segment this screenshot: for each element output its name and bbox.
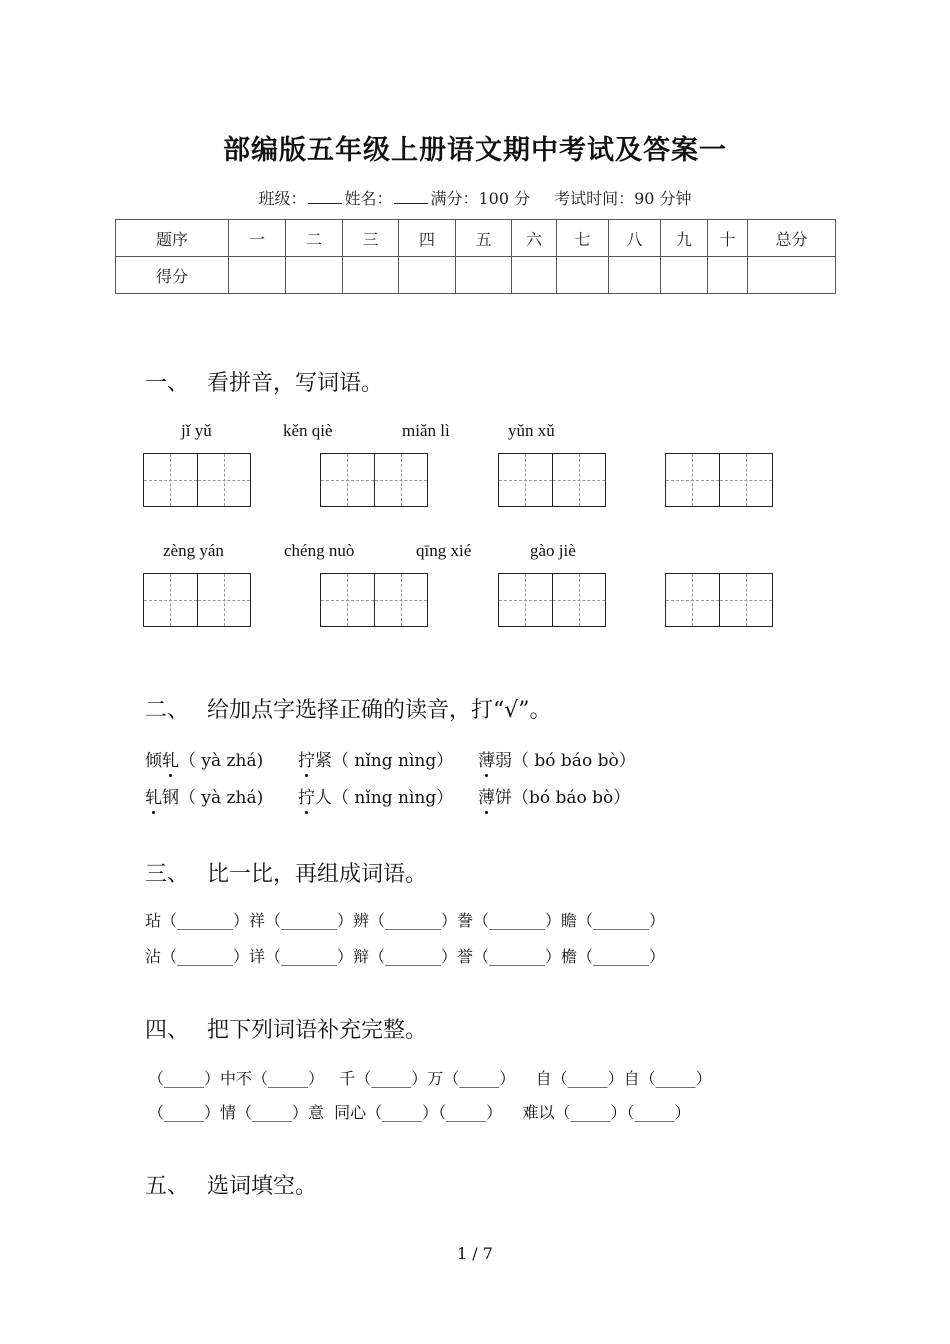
class-label: 班级： [258,189,307,208]
table-header-cell: 一 [229,220,286,257]
section-title: 把下列词语补充完整。 [207,1018,428,1043]
pinyin-label: gào jiè [530,541,576,560]
score-cell[interactable] [609,257,661,294]
writing-grid[interactable] [320,453,428,507]
q2-item[interactable]: 轧钢（ yà zhá) [145,783,298,808]
section-number: 三、 [145,862,190,887]
score-cell[interactable] [286,257,343,294]
name-blank[interactable] [394,189,428,204]
table-header-cell: 题序 [116,220,229,257]
section-3-heading [145,857,427,888]
q2-line-2 [145,783,630,808]
score-table-row [116,257,836,294]
score-table-header [116,220,836,257]
table-header-cell: 总分 [748,220,836,257]
writing-grid[interactable] [498,573,606,627]
score-cell[interactable] [661,257,708,294]
q2-item[interactable]: 拧紧（ nǐng nìng） [298,746,478,771]
pinyin-label: zèng yán [163,541,224,560]
score-table [115,219,836,294]
section-5-heading [145,1169,317,1200]
score-cell[interactable] [708,257,748,294]
page-title: 部编版五年级上册语文期中考试及答案一 [223,135,727,166]
q2-item[interactable]: 拧人（ nǐng nìng） [298,783,478,808]
q2-item[interactable]: 倾轧（ yà zhá) [145,746,298,771]
score-cell[interactable] [343,257,399,294]
table-header-cell: 八 [609,220,661,257]
table-header-cell: 五 [456,220,512,257]
writing-grid[interactable] [665,573,773,627]
q4-line-2[interactable]: （_____）情（_____）意 同心（_____）（_____） 难以（_____）（_____） [148,1103,691,1122]
section-number: 二、 [145,698,190,723]
writing-grid[interactable] [665,453,773,507]
score-cell[interactable] [557,257,609,294]
pinyin-label: miǎn lì [402,421,450,440]
writing-grid[interactable] [320,573,428,627]
exam-time: 考试时间：90 分钟 [554,189,692,208]
q3-line-1[interactable]: 玷（_______）祥（_______）辨（_______）誊（_______）瞻（_______） [145,911,666,930]
page-number: 1 / 7 [457,1244,493,1263]
q3-line-2[interactable]: 沾（_______）详（_______）辩（_______）誉（_______）檐（_______） [145,947,666,966]
table-header-cell: 四 [399,220,456,257]
writing-grid[interactable] [143,453,251,507]
exam-info [0,186,950,209]
score-cell[interactable] [456,257,512,294]
table-header-cell: 六 [512,220,557,257]
section-number: 一、 [145,371,190,396]
score-cell[interactable] [748,257,836,294]
table-header-cell: 七 [557,220,609,257]
pinyin-label: yǔn xǔ [508,421,555,440]
q2-line-1 [145,746,636,771]
score-cell[interactable] [512,257,557,294]
pinyin-label: chéng nuò [284,541,355,560]
section-number: 五、 [145,1174,190,1199]
section-title: 看拼音，写词语。 [207,371,384,396]
table-header-cell: 十 [708,220,748,257]
section-title: 选词填空。 [207,1174,318,1199]
table-header-cell: 九 [661,220,708,257]
section-title: 给加点字选择正确的读音，打“√”。 [207,698,552,723]
score-cell[interactable] [399,257,456,294]
section-number: 四、 [145,1018,190,1043]
q2-item[interactable]: 薄弱（ bó báo bò） [478,751,636,771]
pinyin-label: qīng xié [416,541,472,560]
q2-item[interactable]: 薄饼（bó báo bò） [478,788,630,808]
score-cell[interactable] [229,257,286,294]
pinyin-label: jǐ yǔ [181,421,212,440]
pinyin-label: kěn qiè [283,421,333,440]
table-header-cell: 二 [286,220,343,257]
section-2-heading [145,693,552,724]
q4-line-1[interactable]: （_____）中不（_____） 千（_____）万（_____） 自（_____）自（_____） [148,1069,712,1088]
name-label: 姓名： [344,189,393,208]
table-header-cell: 三 [343,220,399,257]
row-label: 得分 [116,257,229,294]
class-blank[interactable] [308,189,342,204]
section-1-heading [145,366,383,397]
section-title: 比一比，再组成词语。 [207,862,428,887]
full-score: 满分：100 分 [430,189,531,208]
writing-grid[interactable] [143,573,251,627]
writing-grid[interactable] [498,453,606,507]
section-4-heading [145,1013,427,1044]
